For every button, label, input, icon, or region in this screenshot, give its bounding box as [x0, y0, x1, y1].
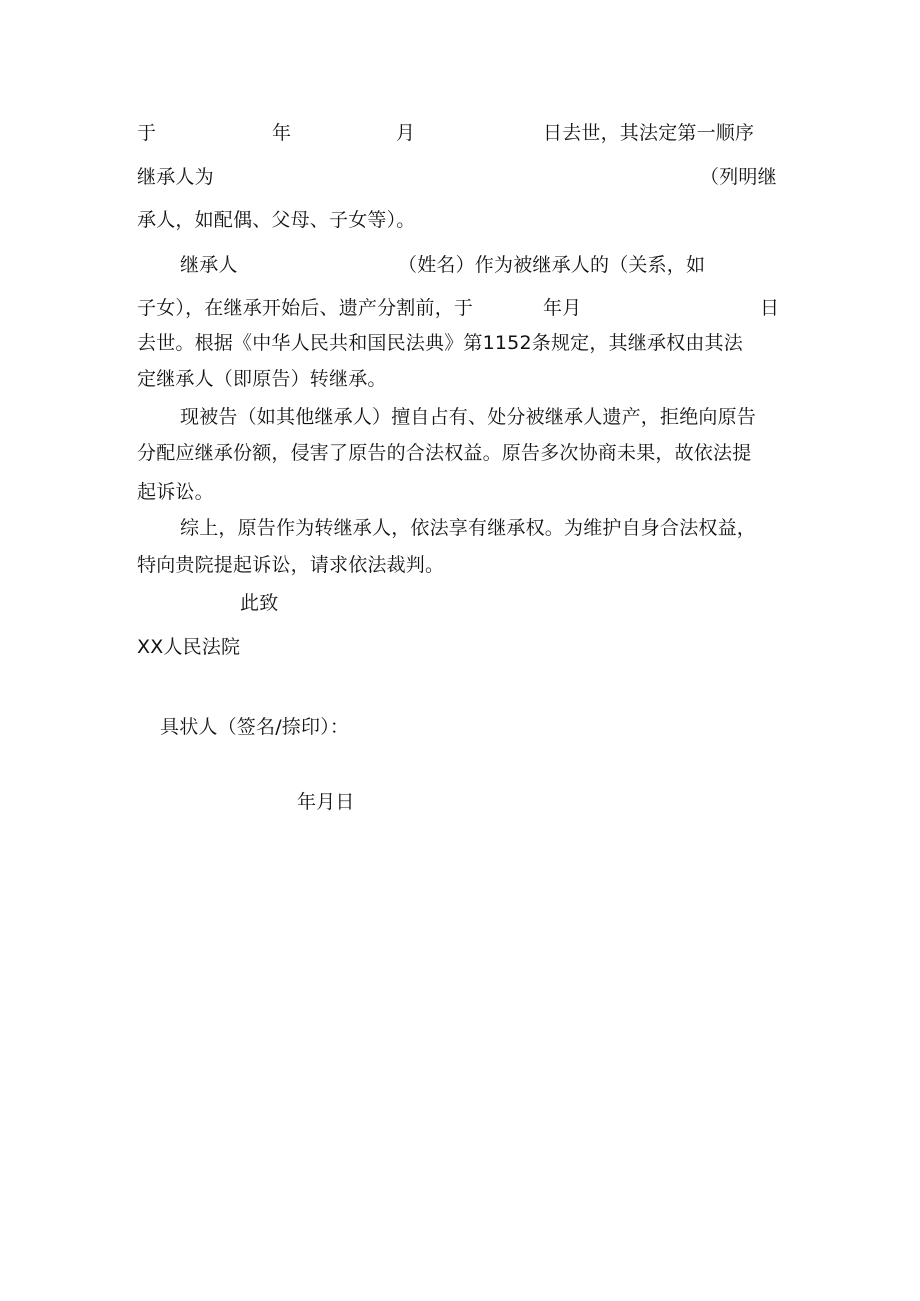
closing-salutation: 此致 [240, 592, 279, 614]
line-4-name-relation: （姓名）作为被继承人的（关系，如 [398, 254, 706, 276]
line-11-conclusion: 综上，原告作为转继承人，依法享有继承权。为维护自身合法权益， [180, 517, 757, 539]
line-7-transfer-inheritance: 定继承人（即原告）转继承。 [137, 368, 387, 390]
line-12-request: 特向贵院提起诉讼，请求依法裁判。 [137, 554, 445, 576]
court-name: XX人民法院 [137, 636, 241, 658]
line-1-day-died: 日去世，其法定第一顺序 [543, 122, 755, 144]
date-line: 年月日 [297, 791, 355, 813]
line-3-heir-examples: 承人，如配偶、父母、子女等）。 [137, 209, 416, 231]
line-1-month: 月 [396, 122, 416, 144]
line-5-year-month: 年月 [543, 297, 582, 319]
line-2-list-heirs: （列明继 [700, 166, 777, 188]
line-10-lawsuit: 起诉讼。 [137, 481, 214, 503]
line-6-civil-code: 去世。根据《中华人民共和国民法典》第1152条规定，其继承权由其法 [137, 332, 743, 354]
line-9-infringement: 分配应继承份额，侵害了原告的合法权益。原告多次协商未果，故依法提 [137, 442, 752, 464]
line-1-year: 年 [272, 122, 292, 144]
line-1-yu: 于 [137, 122, 157, 144]
line-2-heirs-are: 继承人为 [137, 166, 214, 188]
line-8-defendant: 现被告（如其他继承人）擅自占有、处分被继承人遗产，拒绝向原告 [180, 406, 757, 428]
line-4-heir: 继承人 [180, 254, 238, 276]
signature-line: 具状人（签名/捺印）： [160, 716, 350, 738]
line-5-before-division: 子女），在继承开始后、遗产分割前，于 [137, 297, 474, 319]
line-5-day: 日 [760, 297, 780, 319]
